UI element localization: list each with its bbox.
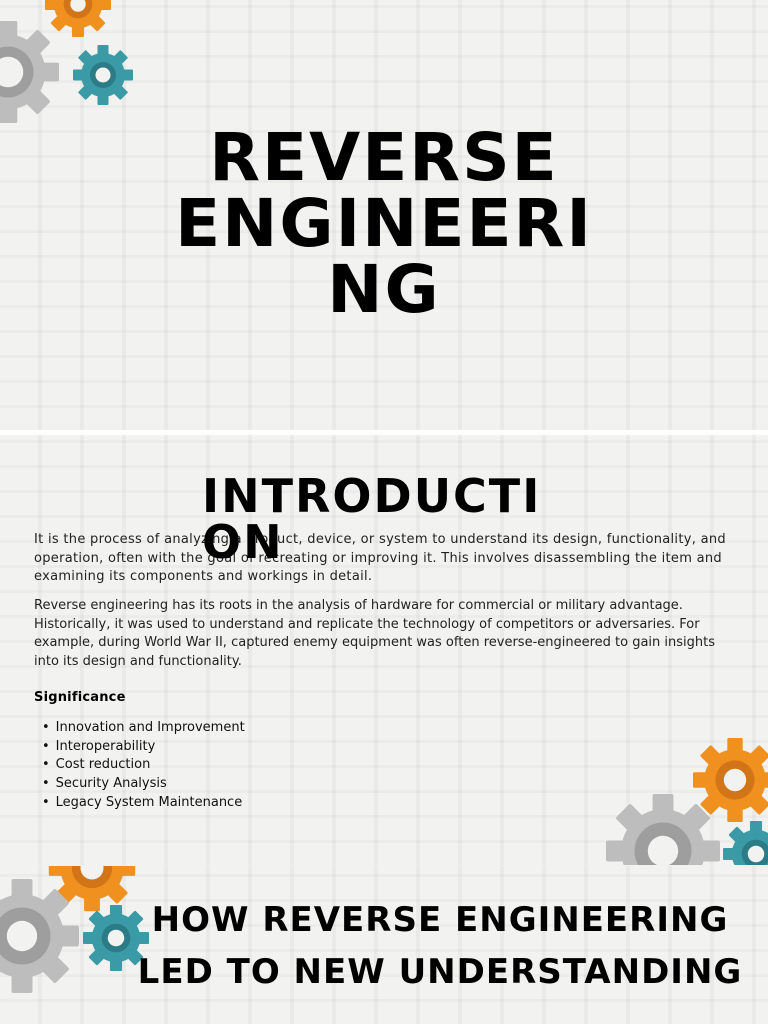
teal-gear-icon bbox=[73, 45, 133, 105]
title-line-3: NG bbox=[327, 251, 441, 328]
list-item: • Innovation and Improvement bbox=[42, 719, 245, 738]
gray-gear-icon bbox=[0, 21, 59, 123]
orange-gear-icon bbox=[45, 0, 111, 37]
intro-heading-line-2: ON bbox=[202, 515, 284, 569]
section-heading-line-2: LED TO NEW UNDERSTANDING bbox=[137, 952, 743, 992]
gear-cluster-top-left bbox=[0, 0, 150, 140]
presentation-title bbox=[0, 119, 768, 328]
teal-gear-icon bbox=[723, 821, 768, 865]
list-item: • Security Analysis bbox=[42, 775, 245, 794]
title-line-1: REVERSE bbox=[209, 119, 559, 196]
title-slide bbox=[0, 0, 768, 430]
history-paragraph: Reverse engineering has its roots in the analysis of hardware for commercial or military advantage. Historically, it was used to understand and replicate the technology of competitors or adversaries. For example, during World War II, captured enemy equipment was often reverse-engineered to gain insights into its design and functionality. bbox=[34, 598, 716, 669]
significance-heading: Significance bbox=[34, 690, 126, 705]
intro-heading-line-1: INTRODUCTI bbox=[202, 469, 542, 523]
title-line-2: ENGINEERI bbox=[175, 185, 593, 262]
significance-list bbox=[42, 719, 245, 813]
orange-gear-icon bbox=[693, 738, 768, 822]
introduction-slide bbox=[0, 435, 768, 865]
section-slide bbox=[0, 866, 768, 1024]
section-heading bbox=[120, 894, 760, 998]
gear-cluster-bottom-right bbox=[598, 730, 768, 865]
section-heading-line-1: HOW REVERSE ENGINEERING bbox=[151, 900, 729, 940]
list-item: • Legacy System Maintenance bbox=[42, 794, 245, 813]
definition-paragraph: It is the process of analyzing a product, device, or system to understand its design, functionality, and operation, often with the goal of recreating or improving it. This involves disassembling the item and examining its components and workings in detail. bbox=[34, 532, 726, 584]
introduction-heading bbox=[202, 469, 562, 569]
list-item: • Cost reduction bbox=[42, 756, 245, 775]
list-item: • Interoperability bbox=[42, 738, 245, 757]
